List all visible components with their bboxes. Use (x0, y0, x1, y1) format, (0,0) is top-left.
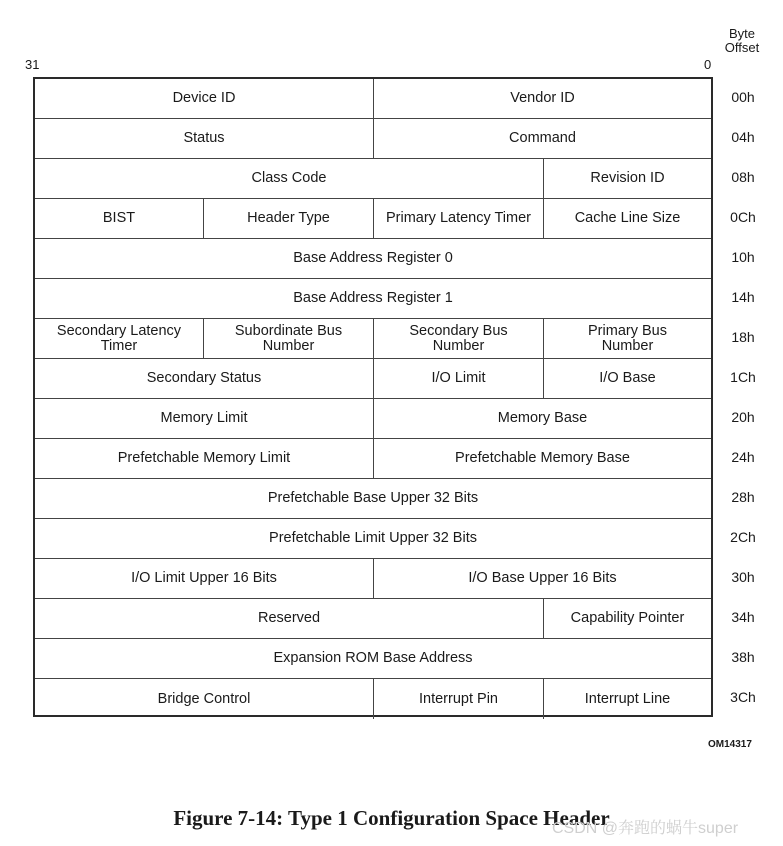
offset-label-24h: 24h (731, 449, 755, 465)
offset-label-2ch: 2Ch (730, 529, 756, 545)
field-base-address-register-0: Base Address Register 0 (35, 239, 711, 279)
field-reserved: Reserved (35, 599, 544, 639)
register-row-38h (35, 639, 711, 679)
field-primary-latency-timer: Primary Latency Timer (374, 199, 544, 239)
register-row-14h (35, 279, 711, 319)
offset-label-10h: 10h (731, 249, 755, 265)
watermark: CSDN @奔跑的蜗牛super (552, 820, 739, 837)
field-status: Status (35, 119, 374, 159)
field-class-code: Class Code (35, 159, 544, 199)
register-row-04h (35, 119, 711, 159)
field-primary-bus-number: Primary Bus Number (544, 319, 711, 359)
offset-label-1ch: 1Ch (730, 369, 756, 385)
field-bridge-control: Bridge Control (35, 679, 374, 719)
offset-label-14h: 14h (731, 289, 755, 305)
offset-label-04h: 04h (731, 129, 755, 145)
register-row-10h (35, 239, 711, 279)
byte-offset-header-line2: Offset (724, 40, 760, 55)
field-cache-line-size: Cache Line Size (544, 199, 711, 239)
offset-label-38h: 38h (731, 649, 755, 665)
field-bist: BIST (35, 199, 204, 239)
register-row-24h (35, 439, 711, 479)
field-io-base-upper-16-bits: I/O Base Upper 16 Bits (374, 559, 711, 599)
field-capability-pointer: Capability Pointer (544, 599, 711, 639)
field-memory-base: Memory Base (374, 399, 711, 439)
register-row-08h (35, 159, 711, 199)
field-secondary-bus-number: Secondary Bus Number (374, 319, 544, 359)
bit-0-label: 0 (704, 57, 712, 72)
field-io-base: I/O Base (544, 359, 711, 399)
register-row-28h (35, 479, 711, 519)
field-interrupt-pin: Interrupt Pin (374, 679, 544, 719)
offset-label-34h: 34h (731, 609, 755, 625)
field-prefetchable-memory-base: Prefetchable Memory Base (374, 439, 711, 479)
field-memory-limit: Memory Limit (35, 399, 374, 439)
offset-label-30h: 30h (731, 569, 755, 585)
register-row-1ch (35, 359, 711, 399)
offset-label-28h: 28h (731, 489, 755, 505)
config-space-register-table (33, 77, 713, 717)
offset-label-0ch: 0Ch (730, 209, 756, 225)
offset-label-20h: 20h (731, 409, 755, 425)
offset-label-3ch: 3Ch (730, 689, 756, 705)
offset-label-08h: 08h (731, 169, 755, 185)
bit-31-label: 31 (25, 57, 40, 72)
field-prefetchable-base-upper-32-bits: Prefetchable Base Upper 32 Bits (35, 479, 711, 519)
register-row-00h (35, 79, 711, 119)
field-io-limit-upper-16-bits: I/O Limit Upper 16 Bits (35, 559, 374, 599)
field-prefetchable-memory-limit: Prefetchable Memory Limit (35, 439, 374, 479)
byte-offset-header-line1: Byte (728, 26, 755, 41)
field-header-type: Header Type (204, 199, 374, 239)
register-row-34h (35, 599, 711, 639)
byte-offset-header (716, 27, 768, 55)
register-row-3ch (35, 679, 711, 719)
field-vendor-id: Vendor ID (374, 79, 711, 119)
register-row-2ch (35, 519, 711, 559)
field-revision-id: Revision ID (544, 159, 711, 199)
figure-caption: Figure 7-14: Type 1 Configuration Space Header (173, 806, 610, 830)
field-interrupt-line: Interrupt Line (584, 690, 671, 707)
offset-label-00h: 00h (731, 89, 755, 105)
register-row-18h (35, 319, 711, 359)
offset-label-18h: 18h (731, 329, 755, 345)
register-row-30h (35, 559, 711, 599)
field-secondary-status: Secondary Status (35, 359, 374, 399)
field-base-address-register-1: Base Address Register 1 (35, 279, 711, 319)
register-row-20h (35, 399, 711, 439)
register-row-0ch (35, 199, 711, 239)
field-command: Command (374, 119, 711, 159)
field-subordinate-bus-number: Subordinate Bus Number (204, 319, 374, 359)
field-prefetchable-limit-upper-32-bits: Prefetchable Limit Upper 32 Bits (35, 519, 711, 559)
field-io-limit: I/O Limit (374, 359, 544, 399)
field-secondary-latency-timer: Secondary Latency Timer (35, 319, 204, 359)
figure-id: OM14317 (708, 739, 752, 750)
field-expansion-rom-base-address: Expansion ROM Base Address (35, 639, 711, 679)
field-device-id: Device ID (35, 79, 374, 119)
